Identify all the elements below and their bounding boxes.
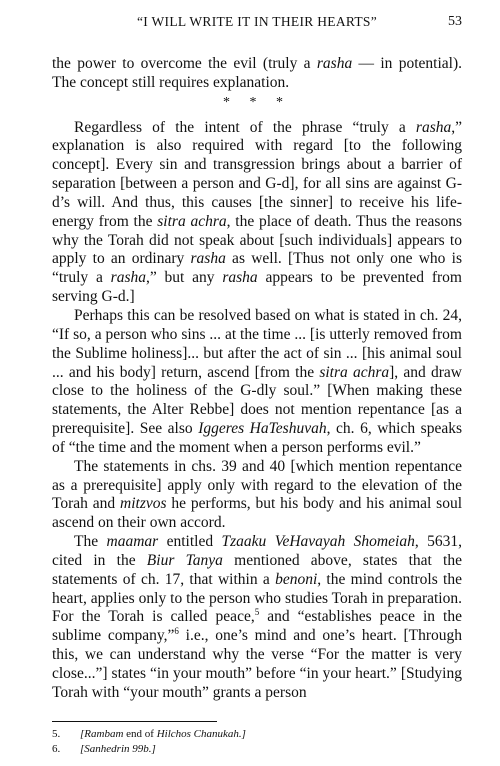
paragraph: Perhaps this can be resolved based on what is stated in ch. 24, “If so, a person who sins ... at the time ... [is utterly removed from the Sublime holiness]... but after the act of sin ... [his animal soul ... and his body] return, ascend [from the sitra achra], and draw close to the holiness of the G-dly soul.” [When making these statements, the Alter Rebbe] does not mention repentance [as a prerequisite]. See also Iggeres HaTeshuvah, ch. 6, which speaks of “the time and the moment when a person performs evil.” — [52, 306, 462, 456]
body-text — [52, 55, 462, 703]
paragraph-continued: the power to overcome the evil (truly a rasha — in potential). The concept still requires explanation. — [52, 55, 462, 91]
page-number: 53 — [448, 14, 462, 29]
paragraph: The maamar entitled Tzaaku VeHavayah Shomeiah, 5631, cited in the Biur Tanya mentioned above, states that the statements of ch. 17, that within a benoni, the mind controls the heart, applies only to the person who studies Torah in preparation. For the Torah is called peace,$^5$ and “establishes peace in the sublime company,”$^6$ i.e., one’s mind and one’s heart. [Through this, we can understand why the verse “For the matter is very close...”] states “in your mouth” before “in your heart.” [Studying Torah with “your mouth” grants a person — [52, 533, 462, 701]
footnote: 6. [Sanhedrin 99b.] — [52, 742, 156, 755]
footnote: 5. [Rambam end of Hilchos Chanukah.] — [52, 728, 246, 740]
footnotes — [52, 727, 462, 756]
footnote-ref: 6 — [174, 626, 179, 637]
paragraph: Regardless of the intent of the phrase “truly a rasha,” explanation is also required with regard [to the following concept]. Every sin and transgression brings about a barrier of separation [between a person and G-d], for all sins are against G-d’s will. And thus, this causes [the sinner] to receive his life-energy from the sitra achra, the place of death. Thus the reasons why the Torah did not speak about [such individuals] appears to apply to an ordinary rasha as well. [Thus not only one who is “truly a rasha,” but any rasha appears to be prevented from serving G-d.] — [52, 118, 462, 306]
running-title: “I WILL WRITE IT IN THEIR HEARTS” — [136, 14, 378, 29]
paragraph: The statements in chs. 39 and 40 [which mention repentance as a prerequisite] apply only with regard to the elevation of the Torah and mitzvos he performs, but his body and his animal soul ascend on their own accord. — [52, 457, 462, 532]
page-header — [52, 14, 462, 36]
footnote-ref: 5 — [254, 607, 260, 618]
footnote-divider — [52, 721, 217, 722]
section-break-asterisks: * * * — [223, 94, 291, 110]
